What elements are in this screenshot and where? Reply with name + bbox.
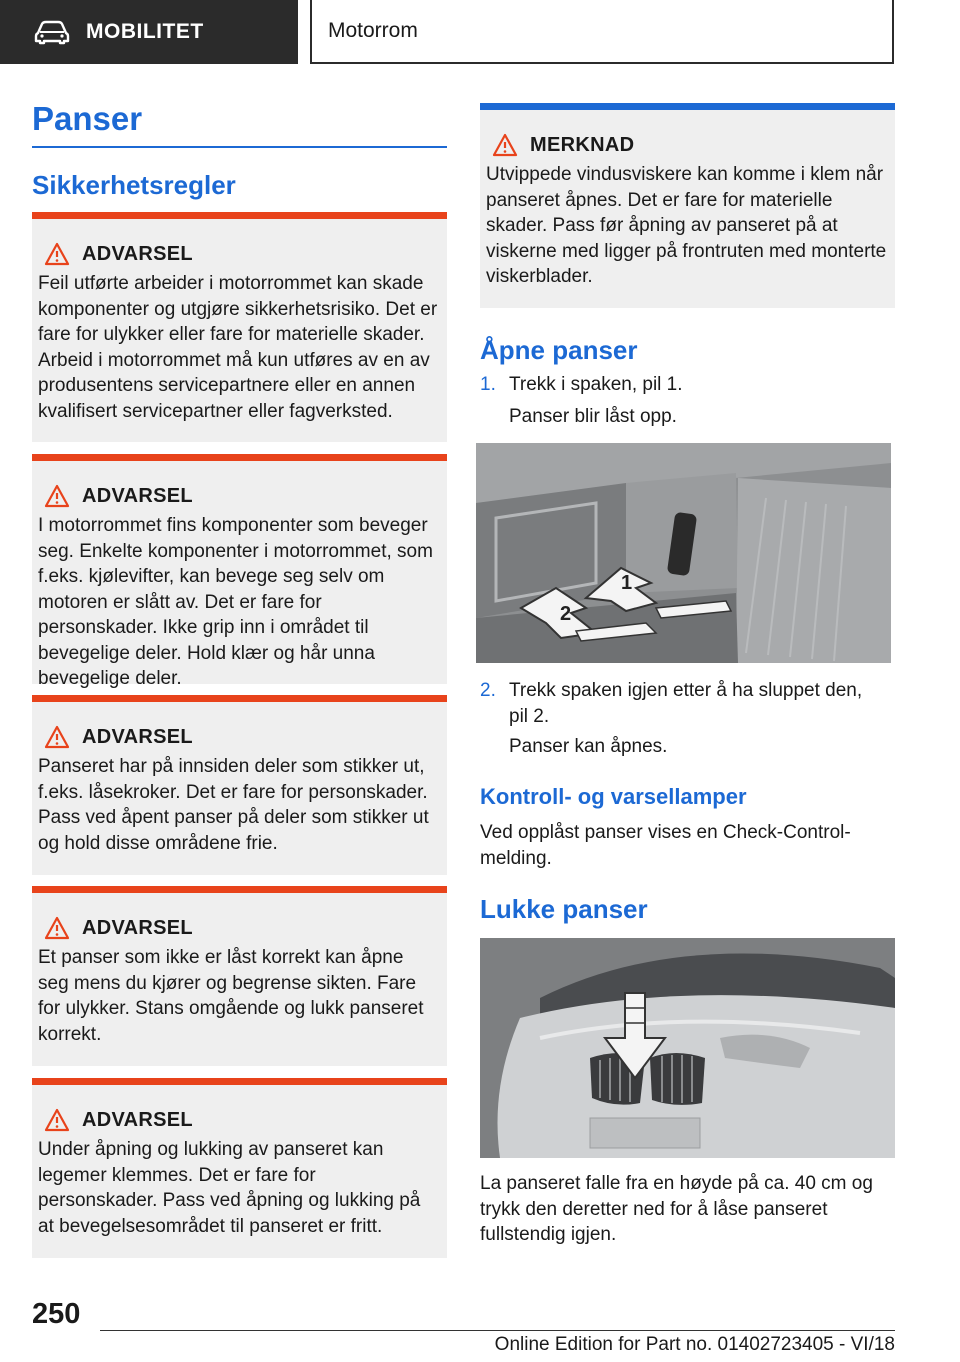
car-icon	[34, 19, 70, 45]
warning-box	[32, 454, 447, 689]
step-text: Trekk spaken igjen etter å ha sluppet den, pil 2.	[509, 680, 863, 727]
warning-text: Et panser som ikke er låst korrekt kan åpne seg mens du kjører og begrense sikten. Fare for ulykker. Stans omgående og lukk panseret korrekt.	[38, 947, 424, 1045]
warning-triangle-icon	[44, 725, 70, 749]
warning-triangle-icon	[44, 242, 70, 266]
step-1-result: Panser blir låst opp.	[509, 406, 677, 427]
step-1	[480, 372, 895, 398]
close-hood-heading: Lukke panser	[480, 894, 648, 924]
note-text: Utvippede vindusviskere kan komme i klem når panseret åpnes. Det er fare for materielle skader. Pass før åpning av panseret på at viskerne med ligger på frontruten med monterte viskerblader.	[486, 164, 887, 287]
warning-text: I motorrommet fins komponenter som beveger seg. Enkelte komponenter i motorrommet, som f.eks. kjølevifter, kan bevege seg selv om motoren er slått av. Det er fare for personskader. Ikke grip inn i området til bevegelige deler. Hold klær og hår unna bevegelige deler.	[38, 515, 433, 689]
warning-triangle-icon	[44, 1108, 70, 1132]
warning-label: ADVARSEL	[82, 916, 193, 939]
chapter-tab[interactable]	[0, 0, 298, 64]
section-label: Motorrom	[328, 19, 418, 42]
warning-text: Under åpning og lukking av panseret kan legemer klemmes. Det er fare for personskader. Pass ved åpning og lukking på at bevegelsesområdet til panseret er fritt.	[38, 1139, 421, 1237]
warning-label: ADVARSEL	[82, 484, 193, 507]
warning-box	[32, 695, 447, 875]
warning-text: Feil utførte arbeider i motorrommet kan skade komponenter og utgjøre sikkerhetsrisiko. Det er fare for ulykker eller fare for materielle skader. Arbeid i motorrommet må kun utføres av en av produsentens servicepartnere eller en annen kvalifisert servicepartner eller fagverksted.	[38, 273, 438, 422]
warning-label: ADVARSEL	[82, 242, 193, 265]
step-text: Trekk i spaken, pil 1.	[509, 374, 683, 395]
close-hood-illustration	[480, 938, 895, 1158]
footer-edition: Online Edition for Part no. 01402723405 - VI/18	[494, 1334, 895, 1355]
open-hood-heading: Åpne panser	[480, 335, 638, 365]
page-title: Panser	[32, 100, 143, 137]
step-number: 2.	[480, 680, 496, 701]
section-subtitle: Sikkerhetsregler	[32, 170, 236, 200]
page-number: 250	[32, 1298, 81, 1330]
close-text: La panseret falle fra en høyde på ca. 40 cm og trykk den deretter ned for å låse panseret fullstendig igjen.	[480, 1173, 873, 1245]
warning-triangle-icon	[492, 133, 518, 157]
chapter-label: MOBILITET	[86, 20, 204, 43]
step-2	[480, 678, 895, 729]
warning-text: Panseret har på innsiden deler som stikker ut, f.eks. låsekroker. Det er fare for personskader. Pass ved åpent panser på deler som stikker ut og hold disse områdene frie.	[38, 756, 429, 854]
warning-box	[32, 886, 447, 1066]
section-header	[310, 0, 894, 64]
warning-triangle-icon	[44, 484, 70, 508]
arrow-2-label: 2	[560, 603, 572, 625]
note-label: MERKNAD	[530, 133, 635, 156]
warning-label: ADVARSEL	[82, 1108, 193, 1131]
step-number: 1.	[480, 374, 496, 395]
lever-illustration	[476, 443, 891, 663]
lamps-heading: Kontroll- og varsellamper	[480, 784, 747, 809]
warning-box	[32, 1078, 447, 1258]
arrow-1-label: 1	[621, 572, 633, 594]
warning-triangle-icon	[44, 916, 70, 940]
warning-box	[32, 212, 447, 442]
footer-divider	[100, 1330, 895, 1331]
note-box	[480, 103, 895, 308]
warning-label: ADVARSEL	[82, 725, 193, 748]
step-2-result: Panser kan åpnes.	[509, 736, 668, 757]
lamps-text: Ved opplåst panser vises en Check-Control-melding.	[480, 822, 851, 869]
title-divider	[32, 146, 447, 148]
